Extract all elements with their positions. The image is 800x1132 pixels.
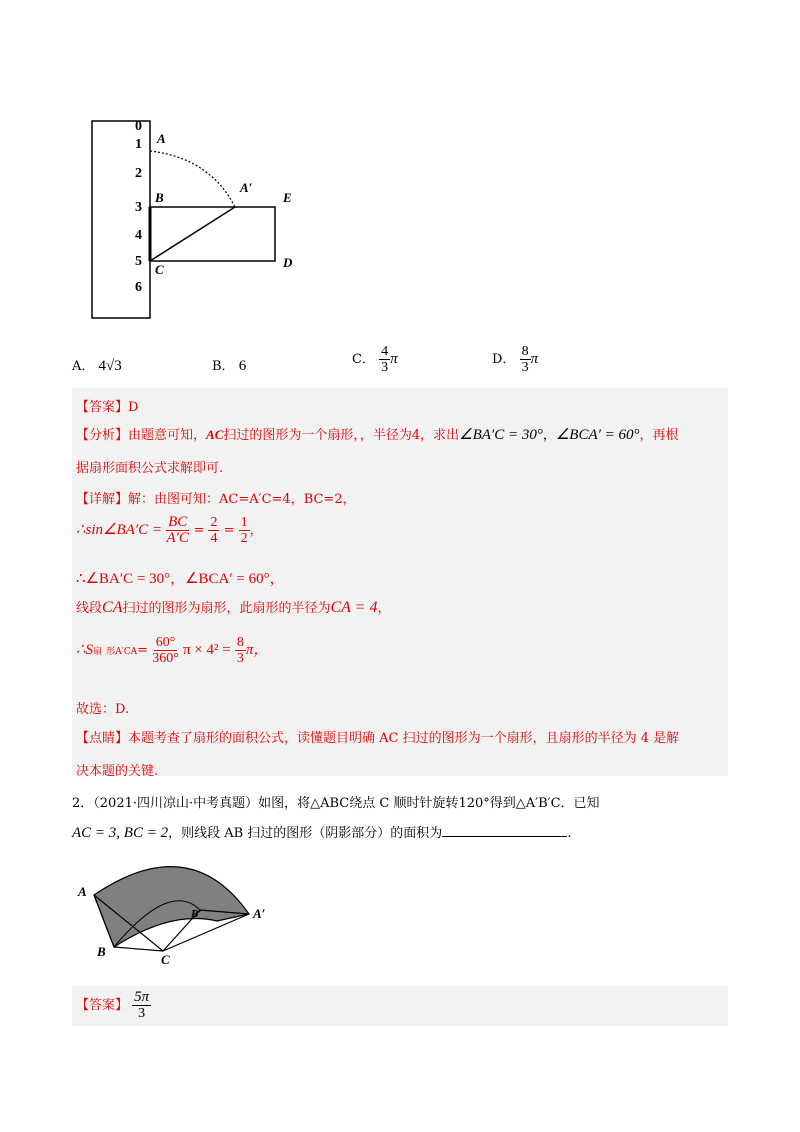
q1-comment-line2: 决本题的关键. <box>76 764 159 779</box>
ruler-number-5: 5 <box>135 254 142 269</box>
q2-point-label-B: B <box>97 944 106 959</box>
point-label-C: C <box>155 262 164 277</box>
point-label-D: D <box>283 255 293 270</box>
q1-area-equation: ∴S扇 形A′CA= $\frac{60^\circ}{360^\circ}$ π × 4² = $\frac{8}{3}$ π， <box>76 635 269 666</box>
ruler-number-2: 2 <box>135 166 142 181</box>
q2-point-label-B-prime: B′ <box>191 908 202 920</box>
segment-BC <box>114 947 163 951</box>
ruler-number-3: 3 <box>135 200 142 215</box>
q2-stem-line2: AC = 3, BC = 2，则线段 AB 扫过的图形（阴影部分）的面积为 . <box>72 825 572 841</box>
ruler-number-1: 1 <box>135 137 142 152</box>
q1-answer: 【答案】D <box>76 400 139 415</box>
q2-answer: 【答案】 $\frac{5\pi}{3}$ <box>76 989 150 1021</box>
rectangle-BEDC <box>150 207 275 261</box>
option-a: A． 4√3 <box>72 358 122 374</box>
q2-point-label-C: C <box>161 952 170 967</box>
q2-point-label-A: A <box>78 884 87 899</box>
option-d: D． $\frac{8}{3}$ π <box>492 344 539 375</box>
figure-ruler-rectangle <box>88 118 318 323</box>
q2-stem-line1: 2．（2021·四川凉山·中考真题）如图，将△ABC绕点 C 顺时针旋转120°得到△A′B′C．已知 <box>72 796 600 811</box>
shaded-region <box>94 867 249 947</box>
q1-angles: ∴∠BA′C = 30°，∠BCA′ = 60°， <box>76 571 285 587</box>
point-label-A: A <box>157 131 166 146</box>
q1-segment: 线段CA扫过的图形为扇形，此扇形的半径为CA = 4， <box>76 599 391 616</box>
point-label-E: E <box>283 190 292 205</box>
ruler-number-0: 0 <box>135 119 142 134</box>
segment-A-prime-C <box>150 207 235 261</box>
point-label-A-prime: A′ <box>240 180 253 195</box>
answer-box-q2 <box>72 986 728 1026</box>
q1-comment-line1: 【点睛】本题考查了扇形的面积公式，读懂题目明确 AC 扫过的图形为一个扇形，且扇形的半径为 4 是解 <box>76 731 680 746</box>
q1-choice: 故选：D. <box>76 702 130 717</box>
option-c: C． $\frac{4}{3}$ π <box>352 344 398 375</box>
point-label-B: B <box>155 190 164 205</box>
ruler-number-6: 6 <box>135 280 142 295</box>
q1-detail: 【详解】解：由图可知：AC=A′C=4，BC=2， <box>76 492 356 507</box>
ruler-number-4: 4 <box>135 228 142 243</box>
q1-sin-equation: ∴sin∠BA′C = $\frac{BC}{A'C}$ = $\frac{2}{4}$ = $\frac{1}{2}$ ， <box>76 514 263 546</box>
q2-point-label-A-prime: A′ <box>253 906 266 921</box>
q1-analysis-line2: 据扇形面积公式求解即可. <box>76 461 224 476</box>
q1-analysis-line1: 【分析】由题意可知，AC扫过的图形为一个扇形，，半径为4，求出∠BA′C = 30°，∠BCA′ = 60°，再根 <box>76 427 679 443</box>
option-b: B． 6 <box>212 358 247 374</box>
